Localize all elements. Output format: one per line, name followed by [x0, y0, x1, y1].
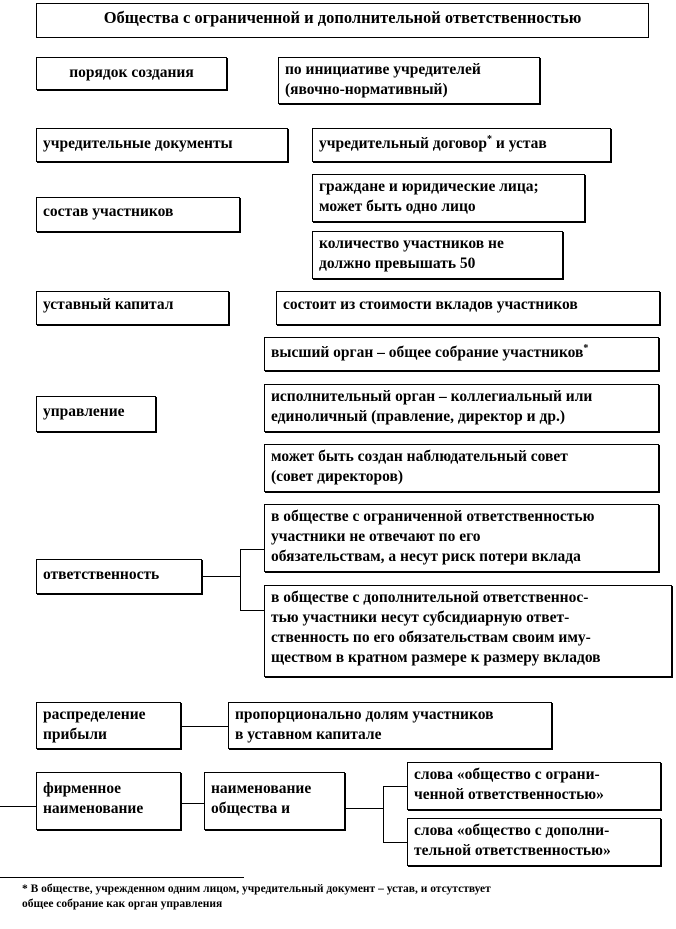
liability-llc-line2: участники не отвечают по его: [271, 528, 481, 545]
name-middle-line1: наименование: [211, 780, 312, 797]
profit-label-line2: прибыли: [43, 726, 107, 743]
management-footnote-mark: *: [583, 342, 589, 354]
management-label: управление: [43, 403, 125, 420]
members-value1-line2: может быть одно лицо: [319, 198, 476, 215]
members-value2-box: [312, 231, 563, 279]
members-value1-box: [312, 174, 585, 222]
name-connector-mid: [181, 803, 204, 804]
liability-connector-bottom: [240, 610, 264, 611]
management-exec-line2: единоличный (правление, директор и др.): [271, 408, 565, 425]
liability-llc-line3: обязательствам, а несут риск потери вклада: [271, 548, 581, 565]
name-connector-right-v: [383, 786, 384, 842]
capital-label: уставный капитал: [43, 296, 174, 313]
name-option1-line1: слова «общество с ограни-: [414, 766, 600, 783]
name-option1-line2: ченной ответственностью»: [414, 786, 604, 803]
profit-connector: [181, 726, 228, 727]
liability-alc-line3: ственность по его обязательствам своим иму-: [271, 629, 591, 646]
name-option2-line2: тельной ответственностью»: [414, 842, 611, 859]
footnote-line2: общее собрание как орган управления: [22, 898, 223, 910]
documents-value-suffix: и устав: [492, 135, 547, 152]
profit-label-box: [36, 702, 181, 749]
name-connector-bottom: [383, 842, 407, 843]
capital-value: состоит из стоимости вкладов участников: [283, 296, 578, 313]
management-exec-line1: исполнительный орган – коллегиальный или: [271, 388, 593, 405]
creation-label: порядок создания: [69, 64, 194, 81]
capital-label-box: [36, 291, 229, 325]
creation-label-box: [36, 57, 227, 90]
liability-alc-box: [264, 585, 672, 677]
name-label-line2: наименование: [43, 800, 144, 817]
liability-connector-top: [240, 549, 264, 550]
management-supreme: высший орган – общее собрание участников: [271, 344, 584, 361]
members-value1-line1: граждане и юридические лица;: [319, 178, 539, 195]
documents-label-box: [36, 128, 288, 162]
footnote-separator: [0, 877, 244, 878]
management-supreme-box: [264, 337, 659, 371]
liability-alc-line1: в обществе с дополнительной ответственнос-: [271, 589, 589, 606]
name-middle-box: [204, 772, 345, 830]
creation-value-line1: по инициативе учредителей: [285, 61, 481, 78]
members-label-box: [36, 197, 240, 232]
documents-label: учредительные документы: [43, 135, 233, 152]
footnote: [22, 882, 642, 912]
management-board-box: [264, 444, 659, 492]
footnote-line1: * В обществе, учрежденном одним лицом, учредительный документ – устав, и отсутствует: [22, 883, 491, 895]
management-exec-box: [264, 384, 659, 432]
profit-label-line1: распределение: [43, 706, 146, 723]
liability-llc-line1: в обществе с ограниченной ответственностью: [271, 508, 595, 525]
creation-value-box: [278, 57, 540, 104]
members-value2-line2: должно превышать 50: [319, 255, 476, 272]
liability-llc-box: [264, 504, 659, 572]
documents-value-text: учредительный договор: [319, 135, 488, 152]
creation-value-line2: (явочно-нормативный): [285, 81, 448, 98]
members-label: состав участников: [43, 203, 174, 220]
diagram-title: Общества с ограниченной и дополнительной ответственностью: [36, 3, 649, 38]
name-middle-line2: общества и: [211, 800, 291, 817]
documents-footnote-mark: *: [487, 133, 493, 145]
liability-connector-v: [240, 549, 241, 611]
liability-alc-line4: ществом в кратном размере к размеру вкладов: [271, 649, 601, 666]
name-option2-box: [407, 818, 661, 866]
management-board-line2: (совет директоров): [271, 468, 404, 485]
profit-value-box: [228, 702, 552, 749]
liability-alc-line2: тью участники несут субсидиарную ответ-: [271, 609, 570, 626]
name-option2-line1: слова «общество с дополни-: [414, 822, 610, 839]
management-board-line1: может быть создан наблюдательный совет: [271, 448, 568, 465]
profit-value-line1: пропорционально долям участников: [235, 706, 494, 723]
profit-value-line2: в уставном капитале: [235, 726, 382, 743]
name-option1-box: [407, 762, 661, 810]
name-label-box: [36, 772, 181, 830]
management-label-box: [36, 396, 156, 432]
name-connector-top: [383, 786, 407, 787]
liability-label: ответственность: [43, 566, 160, 583]
documents-value-box: [312, 128, 611, 162]
liability-label-box: [36, 559, 202, 594]
members-value2-line1: количество участников не: [319, 235, 504, 252]
capital-value-box: [276, 291, 660, 325]
name-connector-right-h: [345, 808, 383, 809]
name-label-line1: фирменное: [43, 780, 121, 797]
liability-connector-h: [202, 576, 240, 577]
name-connector-left: [0, 806, 36, 807]
